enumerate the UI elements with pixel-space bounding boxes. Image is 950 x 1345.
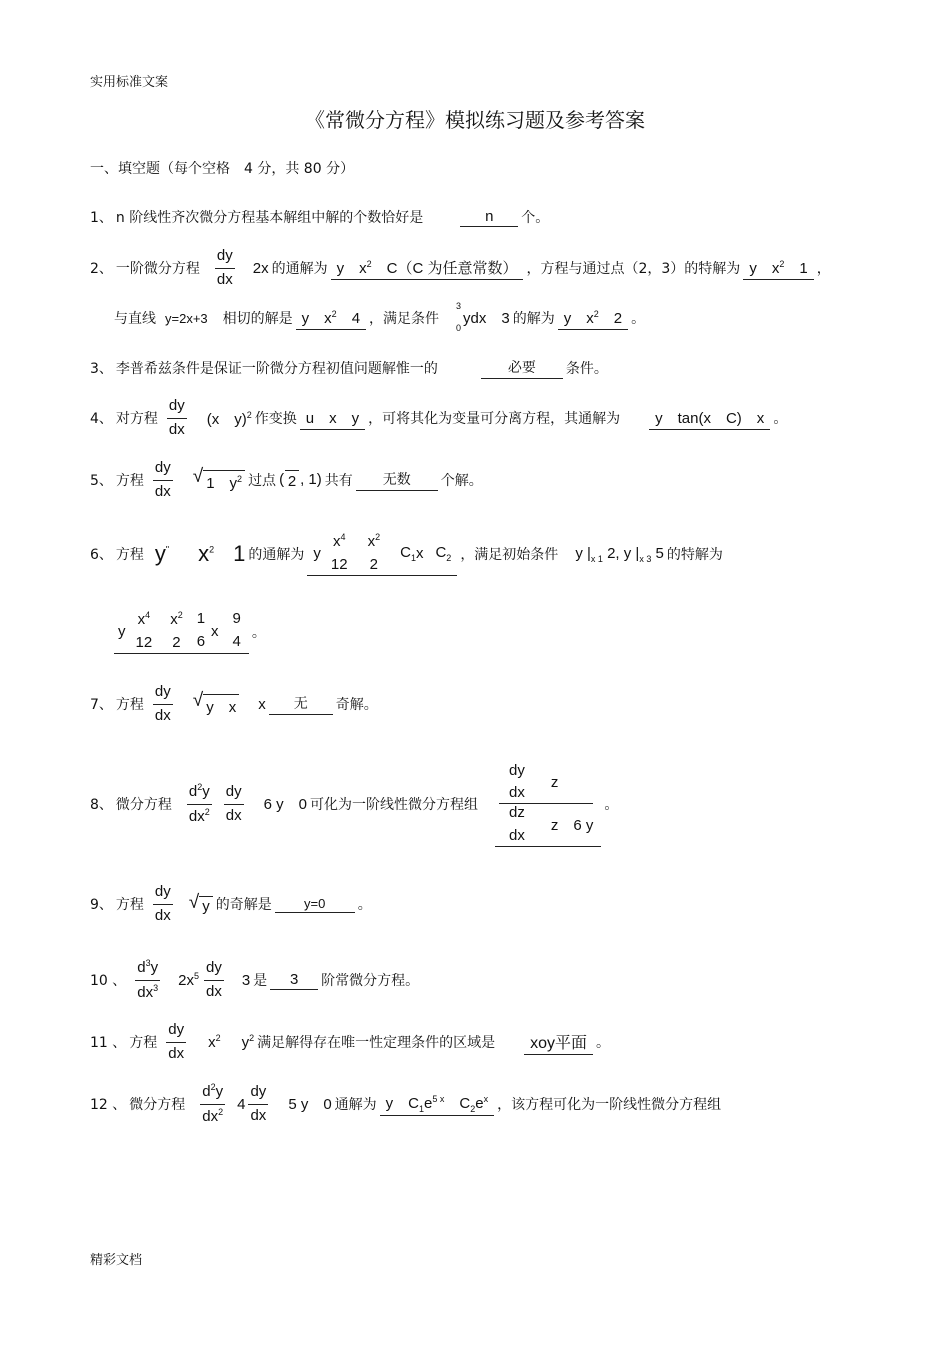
q2-integral-limits bbox=[456, 302, 461, 334]
q6-ans-c1-base: C bbox=[400, 543, 411, 561]
q5-text-1: 方程 bbox=[115, 473, 144, 489]
q10-number: 10 、 bbox=[90, 973, 127, 989]
q10-dx3-sup: 3 bbox=[153, 982, 159, 993]
q5-sqrt bbox=[193, 467, 245, 493]
question-5 bbox=[90, 452, 486, 508]
q8-eq: 0 bbox=[298, 795, 307, 813]
q7-sqrt bbox=[193, 691, 239, 717]
q4-text-3: ，可将其化为变量可分离方程，其通解为 bbox=[368, 411, 621, 427]
q12-d2y bbox=[200, 1082, 225, 1105]
q12-coefficient: 4 bbox=[237, 1095, 246, 1113]
question-10 bbox=[90, 952, 422, 1008]
q11-y-term bbox=[242, 1033, 255, 1051]
q2-answer-1-b: C（C 为任意常数） bbox=[371, 259, 518, 277]
q12-answer bbox=[380, 1092, 494, 1116]
q6-ans-c2-sub: 2 bbox=[446, 552, 452, 563]
q11-answer: xoy平面 bbox=[524, 1030, 593, 1055]
q2-dy: dy bbox=[215, 247, 235, 269]
q11-dy: dy bbox=[166, 1021, 186, 1043]
q8-dx2-base: dx bbox=[188, 807, 205, 825]
question-2-line-2 bbox=[114, 290, 648, 346]
q6-lhs-sup: " bbox=[165, 544, 170, 555]
sqrt-icon: √ bbox=[192, 466, 204, 487]
q10-answer: 3 bbox=[270, 971, 318, 990]
q2-text-2: 的通解为 bbox=[271, 261, 328, 277]
q2-l2-text-c: ，满足条件 bbox=[369, 311, 440, 327]
q12-ans-c: C bbox=[444, 1095, 471, 1112]
q8-dy: dy bbox=[224, 783, 244, 805]
q7-text-1: 方程 bbox=[115, 697, 144, 713]
q6-part-f1n-sup: 4 bbox=[145, 609, 151, 620]
q7-number: 7、 bbox=[90, 697, 113, 713]
q9-text-1: 方程 bbox=[115, 897, 144, 913]
q12-term: 5 y bbox=[288, 1095, 309, 1113]
q10-d3-sup: 3 bbox=[145, 957, 151, 968]
q11-text-2: 满足解得存在唯一性定理条件的区域是 bbox=[257, 1035, 496, 1051]
q6-part-frac2-num bbox=[168, 610, 185, 632]
q6-answer-general bbox=[307, 532, 457, 577]
question-6-line-1 bbox=[90, 526, 726, 582]
q12-dx2-base: dx bbox=[202, 1107, 219, 1125]
q8-answer-system bbox=[495, 762, 601, 847]
q8-number: 8、 bbox=[90, 797, 113, 813]
q11-y-base: y bbox=[241, 1034, 250, 1051]
q8-dx2-sup: 2 bbox=[204, 806, 210, 817]
q8-s1-den: dx bbox=[508, 784, 525, 802]
q6-cond1-sub: x 1 bbox=[590, 553, 603, 564]
q2-answer-1-a: y x bbox=[336, 259, 367, 277]
q9-tail: 。 bbox=[357, 897, 372, 913]
q10-dx3-base: dx bbox=[137, 983, 154, 1001]
q6-rhs-sup: 2 bbox=[209, 544, 215, 555]
q8-text-1: 微分方程 bbox=[115, 797, 172, 813]
q10-coefficient bbox=[178, 971, 199, 989]
q2-answer-4-b: 2 bbox=[598, 309, 623, 327]
q1-tail: 个。 bbox=[521, 210, 550, 226]
q11-dx: dx bbox=[168, 1044, 185, 1062]
q8-system-row-1 bbox=[499, 762, 558, 804]
q5-tail: 个解。 bbox=[440, 473, 483, 489]
q2-answer-1 bbox=[331, 257, 524, 280]
q6-rhs-base: x bbox=[198, 541, 210, 566]
q6-ans-x: x bbox=[415, 544, 424, 562]
q2-int-lower: 0 bbox=[456, 323, 462, 333]
q6-cond1: y | bbox=[575, 544, 591, 562]
q10-d3-d: d bbox=[137, 958, 146, 976]
q8-s1-num: dy bbox=[508, 761, 525, 779]
question-12 bbox=[90, 1076, 724, 1132]
q7-tail: 奇解。 bbox=[335, 697, 378, 713]
q8-d2y bbox=[187, 782, 212, 805]
q11-x-term bbox=[208, 1033, 221, 1051]
q2-answer-2-sup: 2 bbox=[779, 258, 785, 269]
q10-rhs: 3 bbox=[241, 971, 251, 989]
q7-answer: 无 bbox=[269, 693, 333, 715]
q6-cond1-value: 2, y | bbox=[607, 544, 640, 562]
q2-l2-text-b: 相切的解是 bbox=[222, 311, 293, 327]
q10-tail: 阶常微分方程。 bbox=[321, 973, 420, 989]
q6-ans-f1d: 12 bbox=[330, 555, 348, 573]
q12-eq: 0 bbox=[323, 1095, 332, 1113]
q2-answer-2-b: 1 bbox=[784, 259, 808, 277]
q6-answer-particular bbox=[114, 610, 249, 655]
q6-rhs-const: 1 bbox=[233, 541, 246, 566]
q6-ans-frac1-num bbox=[331, 532, 348, 554]
q10-derivative bbox=[204, 959, 224, 1002]
q6-part-f4d: 4 bbox=[232, 633, 241, 650]
question-1 bbox=[90, 189, 552, 245]
q5-number: 5、 bbox=[90, 473, 113, 489]
q2-integral-value: 3 bbox=[501, 309, 510, 327]
q4-number: 4、 bbox=[90, 411, 113, 427]
q6-lhs-base: y bbox=[154, 541, 166, 566]
q4-text-1: 对方程 bbox=[115, 411, 158, 427]
q8-s2-rhs: z 6 y bbox=[550, 817, 594, 835]
q6-part-frac1-num bbox=[136, 610, 153, 632]
q8-first-derivative bbox=[224, 783, 244, 826]
q10-dx3 bbox=[135, 981, 160, 1003]
q2-answer-3-b: 4 bbox=[336, 309, 361, 327]
q6-part-x: x bbox=[211, 622, 219, 640]
q9-sqrt-body: y bbox=[199, 896, 213, 915]
q9-number: 9、 bbox=[90, 897, 113, 913]
q12-ans-a: y C bbox=[385, 1095, 420, 1112]
q2-dx: dx bbox=[216, 270, 233, 288]
q6-tail: 。 bbox=[251, 625, 266, 641]
q10-coef-sup: 5 bbox=[193, 971, 199, 981]
q4-answer-2: y tan(x C) x bbox=[649, 407, 770, 430]
q2-answer-4-a: y x bbox=[563, 309, 594, 327]
q10-dy: dy bbox=[204, 959, 224, 981]
q2-answer-3 bbox=[296, 307, 366, 330]
q2-line-equation: y=2x+3 bbox=[165, 310, 208, 326]
document-title: 《常微分方程》模拟练习题及参考答案 bbox=[305, 108, 645, 132]
q5-text-3: 共有 bbox=[324, 473, 353, 489]
q6-ans-f1n-sup: 4 bbox=[340, 531, 346, 542]
question-9 bbox=[90, 876, 375, 932]
q4-dx: dx bbox=[168, 420, 185, 438]
q5-point-open: ( bbox=[279, 470, 285, 488]
q9-answer: y=0 bbox=[275, 896, 355, 913]
q12-text-3: ，该方程可化为一阶线性微分方程组 bbox=[497, 1097, 722, 1113]
q2-answer-1-sup: 2 bbox=[366, 258, 372, 269]
q9-dy: dy bbox=[153, 883, 173, 905]
q11-tail: 。 bbox=[596, 1035, 611, 1051]
q2-answer-3-sup: 2 bbox=[331, 308, 337, 319]
q6-part-f1n: x bbox=[137, 610, 146, 628]
q6-ans-c1 bbox=[400, 544, 416, 563]
q8-text-2: 可化为一阶线性微分方程组 bbox=[309, 797, 478, 813]
q4-text-2: 作变换 bbox=[254, 411, 297, 427]
q2-l2-text-e: 。 bbox=[631, 311, 646, 327]
q6-part-y: y bbox=[118, 622, 126, 640]
q12-dy: dy bbox=[248, 1083, 268, 1105]
q8-term: 6 y bbox=[263, 795, 284, 813]
q1-number: 1、 bbox=[90, 210, 113, 226]
q5-answer: 无数 bbox=[356, 469, 438, 491]
q9-derivative bbox=[153, 883, 173, 926]
q4-rhs-sup: 2 bbox=[246, 409, 252, 420]
q2-answer-2-a: y x bbox=[749, 259, 780, 277]
q12-ans-b: e bbox=[424, 1095, 433, 1112]
q6-part-f3n: 1 bbox=[196, 610, 206, 628]
q6-text-2: 的通解为 bbox=[248, 547, 305, 563]
q6-ans-f2n: x bbox=[367, 532, 376, 550]
question-6-line-2 bbox=[114, 604, 269, 660]
q1-answer: n bbox=[460, 208, 518, 227]
q2-answer-4-sup: 2 bbox=[593, 308, 599, 319]
question-4 bbox=[90, 390, 790, 446]
q10-third-derivative bbox=[135, 958, 160, 1003]
q12-d2-sup: 2 bbox=[210, 1081, 216, 1092]
q4-dy: dy bbox=[167, 397, 187, 419]
q5-dy: dy bbox=[153, 459, 173, 481]
page-footer: 精彩文档 bbox=[90, 1253, 143, 1268]
question-11 bbox=[90, 1014, 613, 1070]
sqrt-icon: √ bbox=[188, 892, 200, 913]
q12-text-1: 微分方程 bbox=[129, 1097, 186, 1113]
q11-x-base: x bbox=[208, 1034, 216, 1051]
q5-point-den: 2 bbox=[287, 473, 297, 491]
sqrt-icon: √ bbox=[192, 690, 204, 711]
q5-dx: dx bbox=[154, 482, 171, 500]
q10-d3y bbox=[135, 958, 160, 981]
page-header: 实用标准文案 bbox=[90, 75, 169, 90]
q4-tail: 。 bbox=[773, 411, 788, 427]
q4-derivative bbox=[167, 397, 187, 440]
q5-derivative bbox=[153, 459, 173, 502]
q9-text-2: 的奇解是 bbox=[215, 897, 272, 913]
q2-number: 2、 bbox=[90, 261, 113, 277]
q11-x-sup: 2 bbox=[215, 1033, 221, 1043]
q2-rhs: 2x bbox=[252, 259, 269, 277]
q6-part-f1d: 12 bbox=[135, 633, 153, 651]
q6-number: 6、 bbox=[90, 547, 113, 563]
q6-part-f2d: 2 bbox=[172, 633, 181, 651]
q12-ans-a-sub: 1 bbox=[419, 1104, 425, 1114]
q10-coef-base: 2x bbox=[178, 972, 194, 989]
q12-ans-d: e bbox=[475, 1095, 484, 1112]
question-2-line-1 bbox=[90, 240, 834, 296]
question-3 bbox=[90, 340, 611, 396]
q2-text-3: ，方程与通过点（2，3）的特解为 bbox=[526, 261, 741, 277]
question-7 bbox=[90, 676, 381, 732]
q2-l2-text-a: 与直线 bbox=[114, 311, 156, 327]
q7-derivative bbox=[153, 683, 173, 726]
q6-part-f2n: x bbox=[170, 610, 178, 628]
q12-text-2: 通解为 bbox=[334, 1097, 377, 1113]
q6-ans-c1-sub: 1 bbox=[410, 552, 416, 563]
q12-ans-d-sup: x bbox=[483, 1094, 489, 1104]
q6-condition bbox=[575, 545, 664, 564]
q2-integral-body: ydx bbox=[463, 309, 487, 327]
q6-text-3: ，满足初始条件 bbox=[460, 547, 559, 563]
q7-sqrt-body: y x bbox=[203, 694, 239, 717]
q12-d2-d: d bbox=[202, 1082, 211, 1100]
q6-part-f3d: 6 bbox=[196, 633, 206, 650]
q2-answer-4 bbox=[558, 307, 628, 330]
q2-text-1: 一阶微分方程 bbox=[115, 261, 200, 277]
q8-system-row-2 bbox=[499, 803, 593, 846]
q8-s2-den: dx bbox=[508, 826, 525, 844]
q12-dx2-sup: 2 bbox=[218, 1106, 224, 1117]
q3-text: 李普希兹条件是保证一阶微分方程初值问题解惟一的 bbox=[115, 361, 438, 377]
q11-text-1: 方程 bbox=[129, 1035, 158, 1051]
q2-answer-3-a: y x bbox=[301, 309, 332, 327]
q2-answer-2 bbox=[743, 257, 813, 280]
q12-dx2 bbox=[200, 1105, 225, 1127]
q1-text: n 阶线性齐次微分方程基本解组中解的个数恰好是 bbox=[115, 210, 424, 226]
q3-answer: 必要 bbox=[481, 357, 563, 379]
q8-dx: dx bbox=[225, 806, 242, 824]
q6-ans-y: y bbox=[313, 544, 321, 562]
q7-rhs: x bbox=[258, 695, 266, 713]
q11-derivative bbox=[166, 1021, 186, 1064]
q8-d2y-d: d bbox=[188, 782, 198, 800]
q2-text-4: ， bbox=[816, 261, 831, 277]
q11-y-sup: 2 bbox=[249, 1033, 255, 1043]
q12-number: 12 、 bbox=[90, 1097, 127, 1113]
q6-rhs bbox=[198, 541, 214, 567]
q6-lhs bbox=[155, 541, 169, 567]
q9-sqrt bbox=[189, 893, 213, 915]
q8-second-derivative bbox=[187, 782, 212, 827]
q4-rhs bbox=[207, 408, 252, 429]
q9-dx: dx bbox=[154, 906, 171, 924]
q8-s2-num: dz bbox=[508, 804, 525, 821]
q6-ans-f1n: x bbox=[332, 532, 341, 550]
q2-l2-text-d: 的解为 bbox=[512, 311, 555, 327]
q12-d2-y: y bbox=[215, 1082, 224, 1100]
q12-second-derivative bbox=[200, 1082, 225, 1127]
q2-derivative bbox=[215, 247, 235, 290]
q11-number: 11 、 bbox=[90, 1035, 127, 1051]
question-8 bbox=[90, 752, 621, 856]
q6-text-1: 方程 bbox=[115, 547, 144, 563]
q6-text-4: 的特解为 bbox=[666, 547, 723, 563]
q8-tail: 。 bbox=[604, 797, 619, 813]
q6-cond2-sub: x 3 bbox=[639, 553, 652, 564]
q6-part-f4n: 9 bbox=[232, 610, 241, 628]
q6-ans-frac2-num bbox=[366, 532, 383, 554]
q6-ans-c2-base: C bbox=[435, 543, 447, 561]
q12-derivative bbox=[248, 1083, 268, 1126]
q8-dx2 bbox=[187, 805, 212, 827]
q6-ans-f2n-sup: 2 bbox=[375, 531, 381, 542]
q4-answer-1: u x y bbox=[300, 407, 365, 430]
q5-point-rest: , 1) bbox=[300, 470, 322, 488]
q8-s1-rhs: z bbox=[550, 773, 559, 791]
q7-dy: dy bbox=[153, 683, 173, 705]
q12-ans-b-sup: 5 x bbox=[432, 1094, 445, 1104]
q5-sqrt-body: 1 y bbox=[206, 475, 238, 492]
q6-cond2-value: 5 bbox=[655, 544, 664, 562]
q12-ans-c-sub: 2 bbox=[470, 1104, 476, 1114]
q5-point bbox=[279, 468, 322, 492]
q6-ans-f2d: 2 bbox=[369, 555, 378, 573]
section-heading: 一、填空题（每个空格 4 分，共 80 分） bbox=[90, 161, 355, 177]
q8-d2y-y: y bbox=[202, 782, 210, 800]
q10-text-1: 是 bbox=[253, 973, 268, 989]
q8-d2y-sup: 2 bbox=[197, 781, 203, 792]
q6-ans-c2 bbox=[435, 544, 451, 563]
q5-sqrt-sup: 2 bbox=[237, 474, 243, 484]
q10-d3-y: y bbox=[150, 958, 159, 976]
q12-dx: dx bbox=[250, 1106, 267, 1124]
q4-rhs-base: (x y) bbox=[206, 410, 247, 428]
q7-dx: dx bbox=[154, 706, 171, 724]
q3-number: 3、 bbox=[90, 361, 113, 377]
q6-part-f2n-sup: 2 bbox=[177, 609, 183, 620]
q3-tail: 条件。 bbox=[565, 361, 608, 377]
q10-dx: dx bbox=[205, 982, 222, 1000]
q5-text-2: 过点 bbox=[248, 473, 277, 489]
q2-int-upper: 3 bbox=[456, 301, 462, 312]
